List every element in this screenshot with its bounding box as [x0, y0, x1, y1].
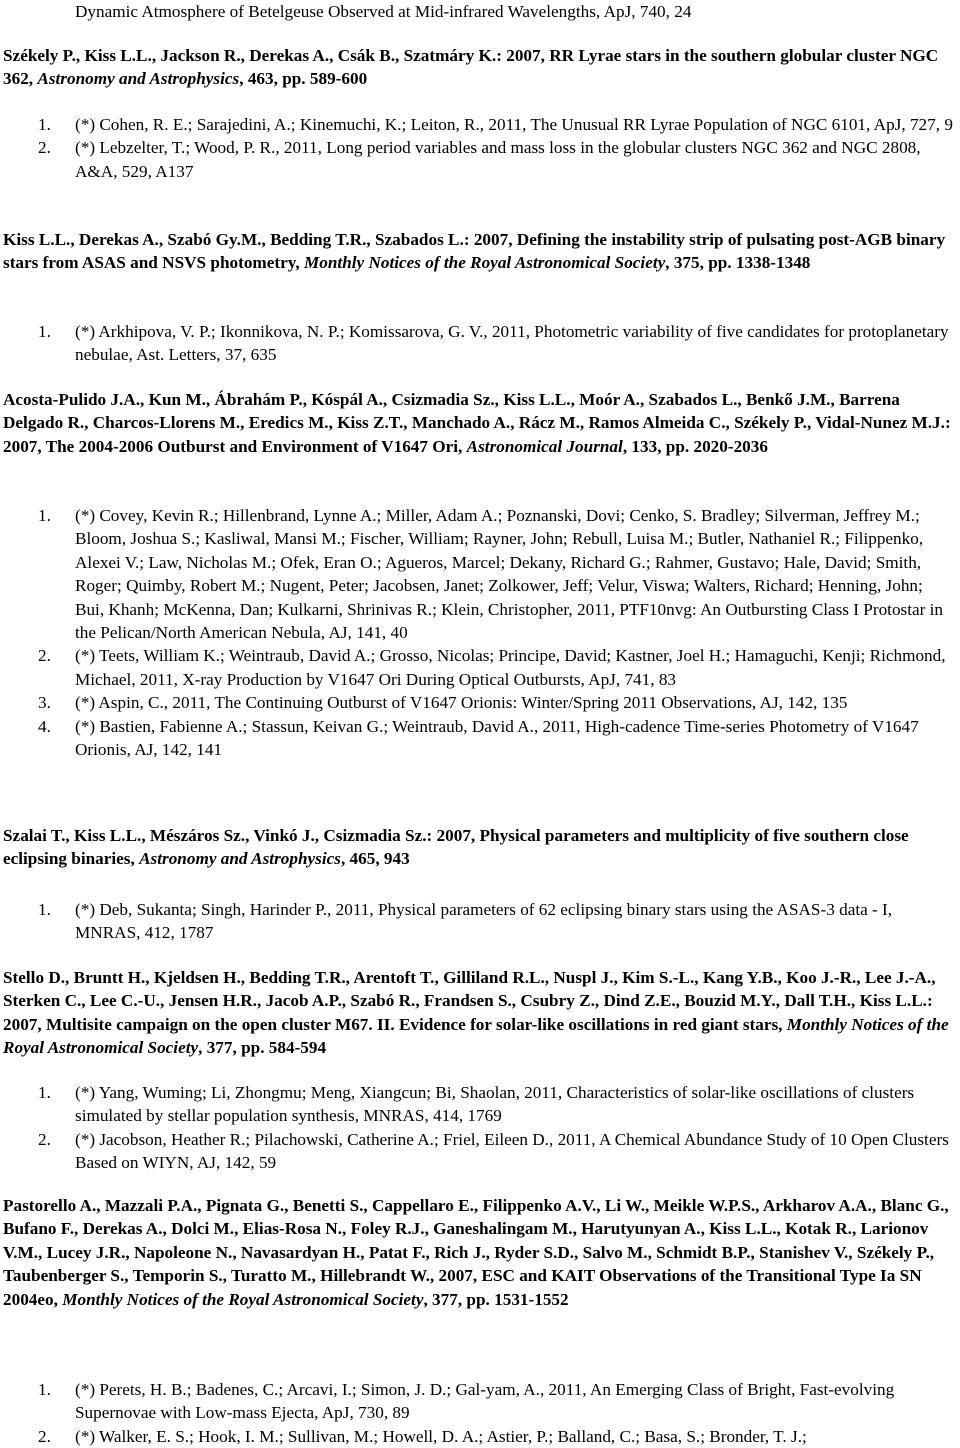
citation-text: (*) Teets, William K.; Weintraub, David A.; Grosso, Nicolas; Principe, David; Kastner, Joel H.; Hamaguchi, Kenji; Richmond, Michael, 2011, X-ray Production by V1647 Ori During Optical Outbursts, ApJ, 741, 83 [75, 646, 946, 689]
publication-journal: Astronomy and Astrophysics [37, 69, 240, 89]
citation-number: 1. [38, 115, 51, 134]
publication-entry [3, 966, 955, 1060]
publication-authors: Szalai T., Kiss L.L., Mészáros Sz., Vinkó J., Csizmadia Sz. [3, 826, 427, 845]
publication-authors: Székely P., Kiss L.L., Jackson R., Derekas A., Csák B., Szatmáry K. [3, 46, 497, 65]
citation-item [3, 136, 955, 183]
publication-journal: Astronomy and Astrophysics [139, 849, 341, 869]
publication-pages: , 463, pp. 589-600 [239, 69, 368, 89]
publication-pages: , 375, pp. 1338-1348 [665, 253, 811, 273]
publication-reference [3, 966, 955, 1060]
citation-continuation: Dynamic Atmosphere of Betelgeuse Observed at Mid-infrared Wavelengths, ApJ, 740, 24 [75, 2, 692, 21]
citation-list [3, 1378, 955, 1448]
citation-number: 3. [38, 693, 51, 713]
publication-journal: Astronomical Journal [466, 436, 623, 456]
publication-journal: Monthly Notices of the Royal Astronomical Society [62, 1289, 424, 1309]
citation-item [3, 113, 955, 136]
citation-text: (*) Bastien, Fabienne A.; Stassun, Keivan G.; Weintraub, David A., 2011, High-cadence Time-series Photometry of V1647 Orionis, AJ, 142, 141 [75, 716, 919, 760]
publication-title: : 2007, The 2004-2006 Outburst and Environment of V1647 Ori, [3, 413, 951, 456]
publication-pages: , 133, pp. 2020-2036 [622, 436, 768, 456]
citation-item [3, 644, 955, 691]
citation-item [3, 1081, 955, 1128]
publication-title: , 2007, ESC and KAIT Observations of the Transitional Type Ia SN 2004eo, [3, 1266, 922, 1309]
citation-item [3, 320, 955, 367]
citation-list [3, 1081, 955, 1175]
publication-reference [3, 824, 955, 871]
citation-item [3, 1378, 955, 1425]
publication-authors: Kiss L.L., Derekas A., Szabó Gy.M., Bedding T.R., Szabados L. [3, 230, 464, 249]
publication-reference [3, 388, 955, 458]
publication-pages: , 465, 943 [340, 849, 410, 869]
citation-number: 1. [38, 506, 51, 525]
citation-text: (*) Lebzelter, T.; Wood, P. R., 2011, Long period variables and mass loss in the globular clusters NGC 362 and NGC 2808, A&A, 529, A137 [75, 138, 921, 181]
citation-number: 2. [38, 646, 51, 666]
publication-journal: Monthly Notices of the Royal Astronomical Society [3, 1014, 949, 1058]
publication-reference [3, 44, 955, 91]
citation-number: 2. [38, 1129, 51, 1149]
publication-pages: , 377, pp. 584-594 [198, 1038, 327, 1058]
citation-item [3, 898, 955, 945]
publication-entry [3, 824, 955, 871]
citation-number: 1. [38, 1380, 51, 1399]
publication-entry [3, 44, 955, 91]
citation-item [3, 1425, 955, 1448]
publication-reference [3, 1194, 955, 1311]
citation-number: 4. [38, 716, 51, 736]
publication-entry [3, 228, 955, 275]
citation-number: 2. [38, 1426, 51, 1446]
citation-list [3, 898, 955, 945]
citation-item [3, 715, 955, 762]
citation-item [3, 1128, 955, 1175]
citation-number: 2. [38, 138, 51, 158]
publication-entry [3, 1194, 955, 1311]
citation-list [3, 504, 955, 761]
publication-journal: Monthly Notices of the Royal Astronomical Society [303, 253, 666, 273]
publication-authors: Pastorello A., Mazzali P.A., Pignata G., Benetti S., Cappellaro E., Filippenko A.V., Li W., Meikle W.P.S., Arkharov A.A., Blanc G., Bufano F., Derekas A., Dolci M., Elias-Rosa N., Foley R.J., Ganeshalingam M., Harutyunyan A., Kiss L.L., Kotak R., Larionov V.M., Lucey J.R., Napoleone N., Navasardyan H., Patat F., Rich J., Ryder S.D., Salvo M., Schmidt B.P., Stanishev V., Székely P., Taubenberger S., Temporin S., Turatto M., Hillebrandt W. [3, 1196, 949, 1286]
citation-item [3, 691, 955, 714]
citation-number: 1. [38, 900, 51, 919]
citation-text: (*) Covey, Kevin R.; Hillenbrand, Lynne A.; Miller, Adam A.; Poznanski, Dovi; Cenko, S. Bradley; Silverman, Jeffrey M.; Bloom, Joshua S.; Kasliwal, Mansi M.; Fischer, William; Rayner, John; Rebull, Luisa M.; Butler, Nathaniel R.; Filippenko, Alexei V.; Law, Nicholas M.; Ofek, Eran O.; Agueros, Marcel; Dekany, Richard G.; Rahmer, Gustavo; Hale, David; Smith, Roger; Quimby, Robert M.; Nugent, Peter; Jacobsen, Janet; Zolkower, Jeff; Velur, Viswa; Walters, Richard; Henning, John; Bui, Khanh; McKenna, Dan; Kulkarni, Shrinivas R.; Klein, Christopher, 2011, PTF10nvg: An Outbursting Class I Protostar in the Pelican/North American Nebula, AJ, 141, 40 [75, 506, 944, 643]
publication-entry [3, 388, 955, 458]
publication-authors: Acosta-Pulido J.A., Kun M., Ábrahám P., Kóspál A., Csizmadia Sz., Kiss L.L., Moór A., Szabados L., Benkő J.M., Barrena Delgado R., Charcos-Llorens M., Eredics M., Kiss Z.T., Manchado A., Rácz M., Ramos Almeida C., Székely P., Vidal-Nunez M.J. [3, 390, 945, 433]
citation-text: (*) Yang, Wuming; Li, Zhongmu; Meng, Xiangcun; Bi, Shaolan, 2011, Characteristics of solar-like oscillations of clusters simulated by stellar population synthesis, MNRAS, 414, 1769 [75, 1083, 915, 1126]
citation-text: (*) Arkhipova, V. P.; Ikonnikova, N. P.; Komissarova, G. V., 2011, Photometric variability of five candidates for protoplanetary nebulae, Ast. Letters, 37, 635 [75, 322, 949, 365]
citation-text: (*) Jacobson, Heather R.; Pilachowski, Catherine A.; Friel, Eileen D., 2011, A Chemical Abundance Study of 10 Open Clusters Based on WIYN, AJ, 142, 59 [75, 1129, 949, 1173]
citation-text: (*) Perets, H. B.; Badenes, C.; Arcavi, I.; Simon, J. D.; Gal-yam, A., 2011, An Emerging Class of Bright, Fast-evolving Supernovae with Low-mass Ejecta, ApJ, 730, 89 [75, 1380, 895, 1423]
publication-title: : 2007, Multisite campaign on the open cluster M67. II. Evidence for solar-like oscillations in red giant stars, [3, 991, 933, 1034]
citation-text: (*) Deb, Sukanta; Singh, Harinder P., 2011, Physical parameters of 62 eclipsing binary stars using the ASAS-3 data - I, MNRAS, 412, 1787 [75, 900, 893, 943]
citation-text: (*) Aspin, C., 2011, The Continuing Outburst of V1647 Orionis: Winter/Spring 2011 Observations, AJ, 142, 135 [75, 693, 848, 713]
publication-title: : 2007, RR Lyrae stars in the southern globular cluster NGC 362, [3, 46, 939, 89]
citation-list [3, 113, 955, 183]
citation-list [3, 320, 955, 367]
citation-text: (*) Cohen, R. E.; Sarajedini, A.; Kinemuchi, K.; Leiton, R., 2011, The Unusual RR Lyrae Population of NGC 6101, ApJ, 727, 9 [75, 115, 953, 134]
citation-number: 1. [38, 322, 51, 341]
citation-number: 1. [38, 1083, 51, 1102]
publication-pages: , 377, pp. 1531-1552 [423, 1289, 569, 1309]
publication-reference [3, 228, 955, 275]
publication-authors: Stello D., Bruntt H., Kjeldsen H., Bedding T.R., Arentoft T., Gilliland R.L., Nuspl J., Kim S.-L., Kang Y.B., Koo J.-R., Lee J.-A., Sterken C., Lee C.-U., Jensen H.R., Jacob A.P., Szabó R., Frandsen S., Csubry Z., Dind Z.E., Bouzid M.Y., Dall T.H., Kiss L.L. [3, 968, 936, 1011]
publication-title: : 2007, Physical parameters and multiplicity of five southern close eclipsing binaries, [3, 826, 909, 869]
citation-item [3, 504, 955, 644]
publication-title: : 2007, Defining the instability strip of pulsating post-AGB binary stars from ASAS and NSVS photometry, [3, 230, 946, 273]
citation-text: (*) Walker, E. S.; Hook, I. M.; Sullivan, M.; Howell, D. A.; Astier, P.; Balland, C.; Basa, S.; Bronder, T. J.; [75, 1426, 807, 1446]
